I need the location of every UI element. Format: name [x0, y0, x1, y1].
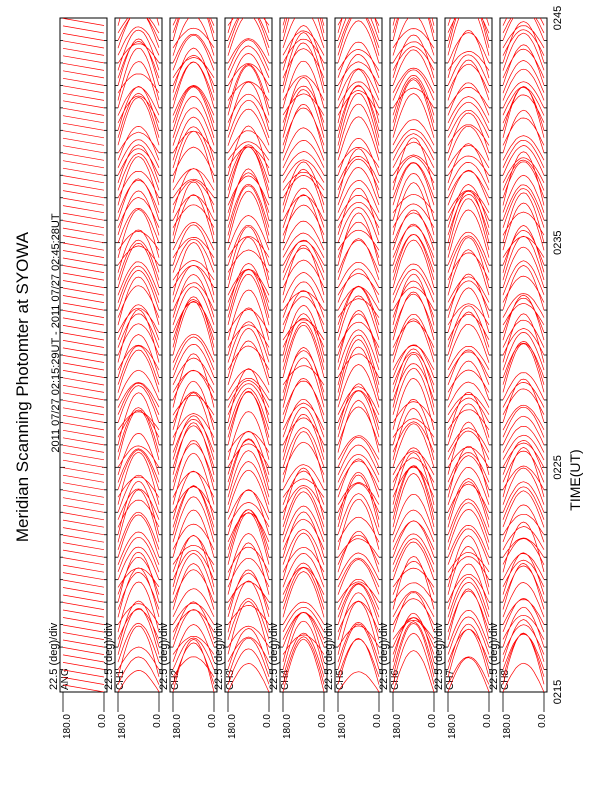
panel-scale: 22.5 (deg)/div [433, 622, 445, 690]
series-ch8-traces [503, 0, 544, 692]
y-tick-label: 0.0 [372, 714, 383, 728]
series-ch2-traces [173, 0, 214, 692]
chart-subtitle: 2011 07/27 02:15:29UT - 2011 07/27 02:45:28UT [50, 213, 62, 453]
panel-scale: 22.5 (deg)/div [323, 622, 335, 690]
series-ch1-traces [118, 0, 159, 692]
y-tick-label: 180.0 [502, 714, 513, 740]
series-ch4-traces [283, 0, 324, 692]
y-tick-label: 180.0 [392, 714, 403, 740]
y-tick-label: 180.0 [227, 714, 238, 740]
panel-scale: 22.5 (deg)/div [158, 622, 170, 690]
y-tick-label: 180.0 [62, 714, 73, 740]
panel-ch6 [378, 0, 438, 739]
panel-label: CH2 [170, 669, 181, 690]
y-tick-label: 0.0 [427, 714, 438, 728]
y-tick-label: 0.0 [262, 714, 273, 728]
panel-scale: 22.5 (deg)/div [378, 622, 390, 690]
panels-group [48, 0, 548, 739]
y-tick-label: 0.0 [317, 714, 328, 728]
panel-frame [115, 18, 162, 692]
panel-label: CH6 [390, 669, 401, 690]
panel-ch5 [323, 0, 383, 739]
panel-frame [335, 18, 382, 692]
panel-ch3 [213, 0, 273, 739]
panel-ch2 [158, 0, 218, 739]
panel-label: CH3 [225, 669, 236, 690]
panel-frame [225, 18, 272, 692]
y-tick-label: 0.0 [97, 714, 108, 728]
y-tick-label: 0.0 [152, 714, 163, 728]
series-ch7-traces [448, 0, 489, 692]
y-tick-label: 180.0 [282, 714, 293, 740]
x-tick-label: 0225 [552, 455, 564, 480]
panel-label: CH7 [445, 669, 456, 690]
x-tick-labels [552, 6, 564, 704]
panel-ch7 [433, 0, 493, 739]
panel-label: CH4 [280, 669, 291, 690]
y-tick-label: 180.0 [117, 714, 128, 740]
y-tick-label: 180.0 [337, 714, 348, 740]
x-axis-label: TIME(UT) [567, 449, 583, 511]
panel-ch8 [488, 0, 548, 739]
y-tick-label: 0.0 [537, 714, 548, 728]
panel-label: CH5 [335, 669, 346, 690]
chart-title: Meridian Scanning Photomter at SYOWA [13, 231, 32, 543]
panel-label: CH8 [500, 669, 511, 690]
panel-scale: 22.5 (deg)/div [48, 622, 60, 690]
panel-scale: 22.5 (deg)/div [103, 622, 115, 690]
x-tick-label: 0215 [552, 679, 564, 705]
panel-scale: 22.5 (deg)/div [213, 622, 225, 690]
x-tick-label: 0235 [552, 230, 564, 255]
y-tick-label: 0.0 [482, 714, 493, 728]
panel-label: ANG [60, 668, 71, 690]
panel-ch4 [268, 0, 328, 739]
series-ch6-traces [393, 0, 434, 692]
y-tick-label: 180.0 [447, 714, 458, 740]
series-ang-traces [63, 18, 104, 692]
panel-scale: 22.5 (deg)/div [488, 622, 500, 690]
panel-ch1 [103, 0, 163, 739]
y-tick-label: 180.0 [172, 714, 183, 740]
series-ch5-traces [338, 0, 379, 692]
panel-frame [390, 18, 437, 692]
panel-frame [170, 18, 217, 692]
x-tick-label: 0245 [552, 5, 564, 31]
panel-scale: 22.5 (deg)/div [268, 622, 280, 690]
series-ch3-traces [228, 0, 269, 692]
panel-label: CH1 [115, 669, 126, 690]
y-tick-label: 0.0 [207, 714, 218, 728]
